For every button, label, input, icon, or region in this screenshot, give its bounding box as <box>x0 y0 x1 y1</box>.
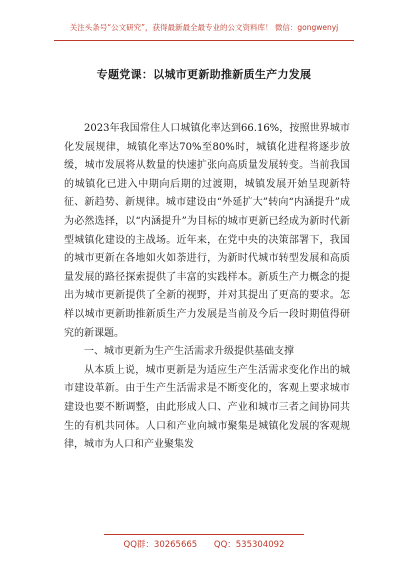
body-paragraph: 2023年我国常住人口城镇化率达到66.16%，按照世界城市化发展规律，城镇化率达70%至80%时，城镇化进程将逐步放缓，城市发展将从数量的快速扩张向高质量发展转变。当前我国的城镇化已进入中期向后期的过渡期，城镇发展开始呈现新特征、新趋势、新规律。城市建设由“外延扩大”转向“内涵提升”成为必然选择，以“内涵提升”为目标的城市更新已经成为新时代新型城镇化建设的主战场。近年来，在党中央的决策部署下，我国的城市更新在各地如火如荼进行，为新时代城市转型发展和高质量发展的路径探索提供了丰富的实践样本。新质生产力概念的提出为城市更新提供了全新的视野，并对其提出了更高的要求。怎样以城市更新助推新质生产力发展是当前及今后一段时期值得研究的新课题。 <box>64 123 350 339</box>
document-body <box>64 120 350 455</box>
page-title: 专题党课：以城市更新助推新质生产力发展 <box>96 68 312 81</box>
section-heading: 一、城市更新为生产生活需求升级提供基础支撑 <box>84 346 294 358</box>
header-divider <box>54 40 354 41</box>
footer-qq-group: QQ群：30265665 <box>123 540 198 550</box>
body-paragraph: 从本质上说，城市更新是为适应生产生活需求变化作出的城市建设革新。由于生产生活需求是不断变化的，客观上要求城市建设也要不断调整，由此形成人口、产业和城市三者之间协同共生的有机共同体。人口和产业向城市聚集是城镇化发展的客观规律，城市为人口和产业聚集发 <box>64 364 350 451</box>
footer-contact <box>0 538 408 550</box>
footer-qq: QQ：535304092 <box>213 540 285 550</box>
footer-divider <box>104 534 304 535</box>
header-note: 关注头条号“公文研究”，获得最新最全最专业的公文资料库！ 微信：gongwenyj <box>69 23 339 32</box>
